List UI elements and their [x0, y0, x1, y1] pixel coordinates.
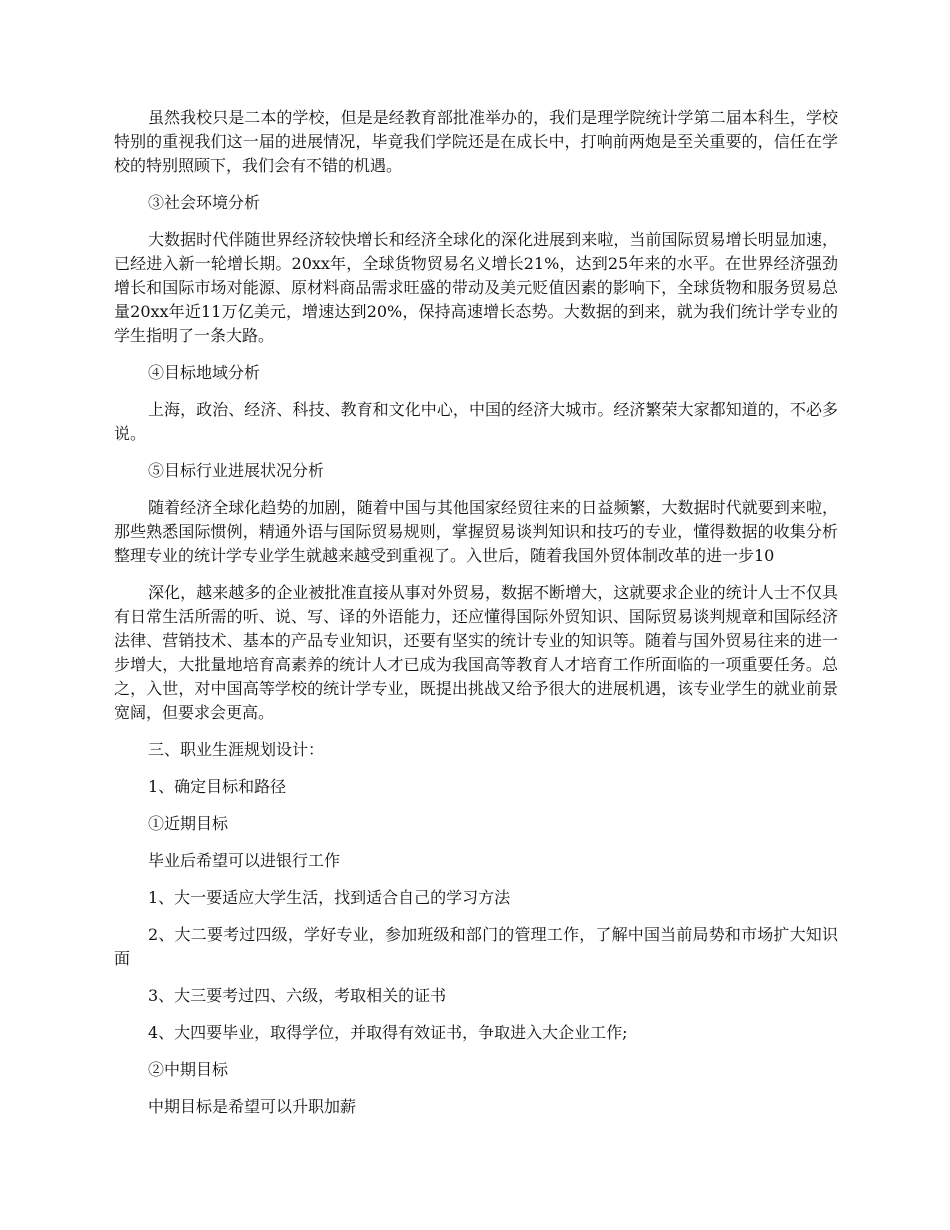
heading-career-plan: 三、职业生涯规划设计： — [148, 740, 325, 759]
paragraph-industry-status: 随着经济全球化趋势的加剧，随着中国与其他国家经贸往来的日益频繁，大数据时代就要到来啦，那些熟悉国际惯例，精通外语与国际贸易规则，掌握贸易谈判知识和技巧的专业，懂得数据的收集分析整理专业的统计学专业学生就越来越受到重视了。入世后，随着我国外贸体制改革的进一步10 — [114, 498, 838, 565]
heading-mid-term-goal: ②中期目标 — [148, 1060, 229, 1079]
list-item-year-3: 3、大三要考过四、六级，考取相关的证书 — [148, 986, 447, 1005]
paragraph-industry-status-cont: 深化，越来越多的企业被批准直接从事对外贸易，数据不断增大，这就要求企业的统计人士不仅具有日常生活所需的听、说、写、译的外语能力，还应懂得国际外贸知识、国际贸易谈判规章和国际经济法律、营销技术、基本的产品专业知识，还要有坚实的统计专业的知识等。随着与国外贸易往来的进一步增大，大批量地培育高素养的统计人才已成为我国高等教育人才培育工作所面临的一项重要任务。总之，入世，对中国高等学校的统计学专业，既提出挑战又给予很大的进展机遇，该专业学生的就业前景宽阔，但要求会更高。 — [114, 583, 838, 722]
heading-social-environment: ③社会环境分析 — [148, 193, 261, 212]
paragraph-school-background: 虽然我校只是二本的学校，但是是经教育部批准举办的，我们是理学院统计学第二届本科生，学校特别的重视我们这一届的进展情况，毕竟我们学院还是在成长中，打响前两炮是至关重要的，信任在学校的特别照顾下，我们会有不错的机遇。 — [114, 108, 838, 175]
document-body — [114, 106, 838, 1132]
heading-short-term-goal: ①近期目标 — [148, 814, 229, 833]
list-item-year-1: 1、大一要适应大学生活，找到适合自己的学习方法 — [148, 888, 511, 907]
heading-goals-path: 1、确定目标和路径 — [148, 777, 287, 796]
paragraph-social-environment: 大数据时代伴随世界经济较快增长和经济全球化的深化进展到来啦，当前国际贸易增长明显加速，已经进入新一轮增长期。20xx年，全球货物贸易名义增长21%，达到25年来的水平。在世界经济强劲增长和国际市场对能源、原材料商品需求旺盛的带动及美元贬值因素的影响下，全球货物和服务贸易总量20xx年近11万亿美元，增速达到20%，保持高速增长态势。大数据的到来，就为我们统计学专业的学生指明了一条大路。 — [114, 230, 838, 345]
list-item-year-2: 2、大二要考过四级，学好专业，参加班级和部门的管理工作，了解中国当前局势和市场扩大知识面 — [114, 925, 838, 968]
list-item-year-4: 4、大四要毕业，取得学位，并取得有效证书，争取进入大企业工作; — [148, 1023, 628, 1042]
paragraph-target-region: 上海，政治、经济、科技、教育和文化中心，中国的经济大城市。经济繁荣大家都知道的，不必多说。 — [114, 400, 838, 443]
paragraph-mid-term-goal: 中期目标是希望可以升职加薪 — [148, 1097, 357, 1116]
heading-target-region: ④目标地域分析 — [148, 363, 261, 382]
paragraph-short-term-goal: 毕业后希望可以进银行工作 — [148, 851, 341, 870]
heading-industry-status: ⑤目标行业进展状况分析 — [148, 461, 325, 480]
